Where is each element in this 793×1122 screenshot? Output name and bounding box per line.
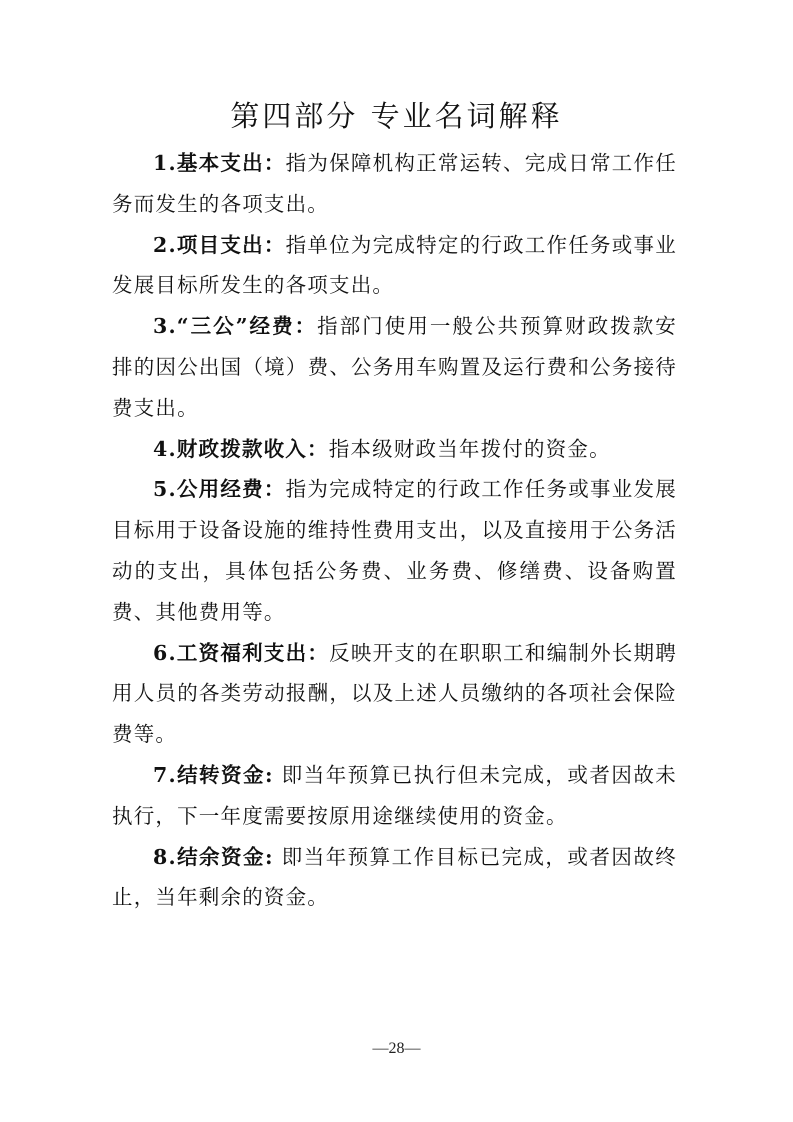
glossary-item-project-expenditure	[112, 225, 677, 307]
glossary-item-fiscal-appropriation-income	[112, 429, 677, 470]
glossary-definition: 指为完成特定的行政工作任务或事业发展目标用于设备设施的维持性费用支出，以及直接用于公务活动的支出，具体包括公务费、业务费、修缮费、设备购置费、其他费用等。	[112, 477, 677, 624]
glossary-term: 4.财政拨款收入：	[153, 436, 329, 461]
glossary-term: 8.结余资金:	[153, 844, 274, 869]
glossary-list	[112, 143, 677, 918]
glossary-definition: 即当年预算工作目标已完成，或者因故终止，当年剩余的资金。	[112, 844, 677, 910]
glossary-definition: 指单位为完成特定的行政工作任务或事业发展目标所发生的各项支出。	[112, 232, 677, 298]
page-title: 第四部分 专业名词解释	[230, 99, 563, 133]
glossary-item-three-public-expenses	[112, 306, 677, 428]
glossary-definition: 即当年预算已执行但未完成，或者因故未执行，下一年度需要按原用途继续使用的资金。	[112, 762, 677, 828]
glossary-definition: 反映开支的在职职工和编制外长期聘用人员的各类劳动报酬，以及上述人员缴纳的各项社会保险费等。	[112, 640, 678, 747]
glossary-item-salary-welfare-expenditure	[112, 633, 677, 755]
glossary-item-public-funds	[112, 469, 677, 632]
glossary-item-carryover-funds	[112, 755, 677, 837]
glossary-definition: 指为保障机构正常运转、完成日常工作任务而发生的各项支出。	[112, 151, 677, 216]
glossary-term: 1.基本支出：	[153, 151, 286, 175]
glossary-term: 7.结转资金:	[153, 762, 274, 787]
glossary-definition: 指本级财政当年拨付的资金。	[328, 436, 611, 461]
glossary-definition: 指部门使用一般公共预算财政拨款安排的因公出国（境）费、公务用车购置及运行费和公务接待费支出。	[112, 314, 677, 420]
page-number: —28—	[372, 1040, 421, 1057]
glossary-item-surplus-funds	[112, 837, 677, 919]
glossary-term: 6.工资福利支出：	[153, 640, 330, 665]
glossary-term: 2.项目支出：	[153, 232, 286, 257]
glossary-term: 5.公用经费：	[153, 477, 286, 502]
glossary-term: 3.“三公”经费：	[153, 314, 318, 339]
glossary-item-basic-expenditure	[112, 143, 677, 225]
